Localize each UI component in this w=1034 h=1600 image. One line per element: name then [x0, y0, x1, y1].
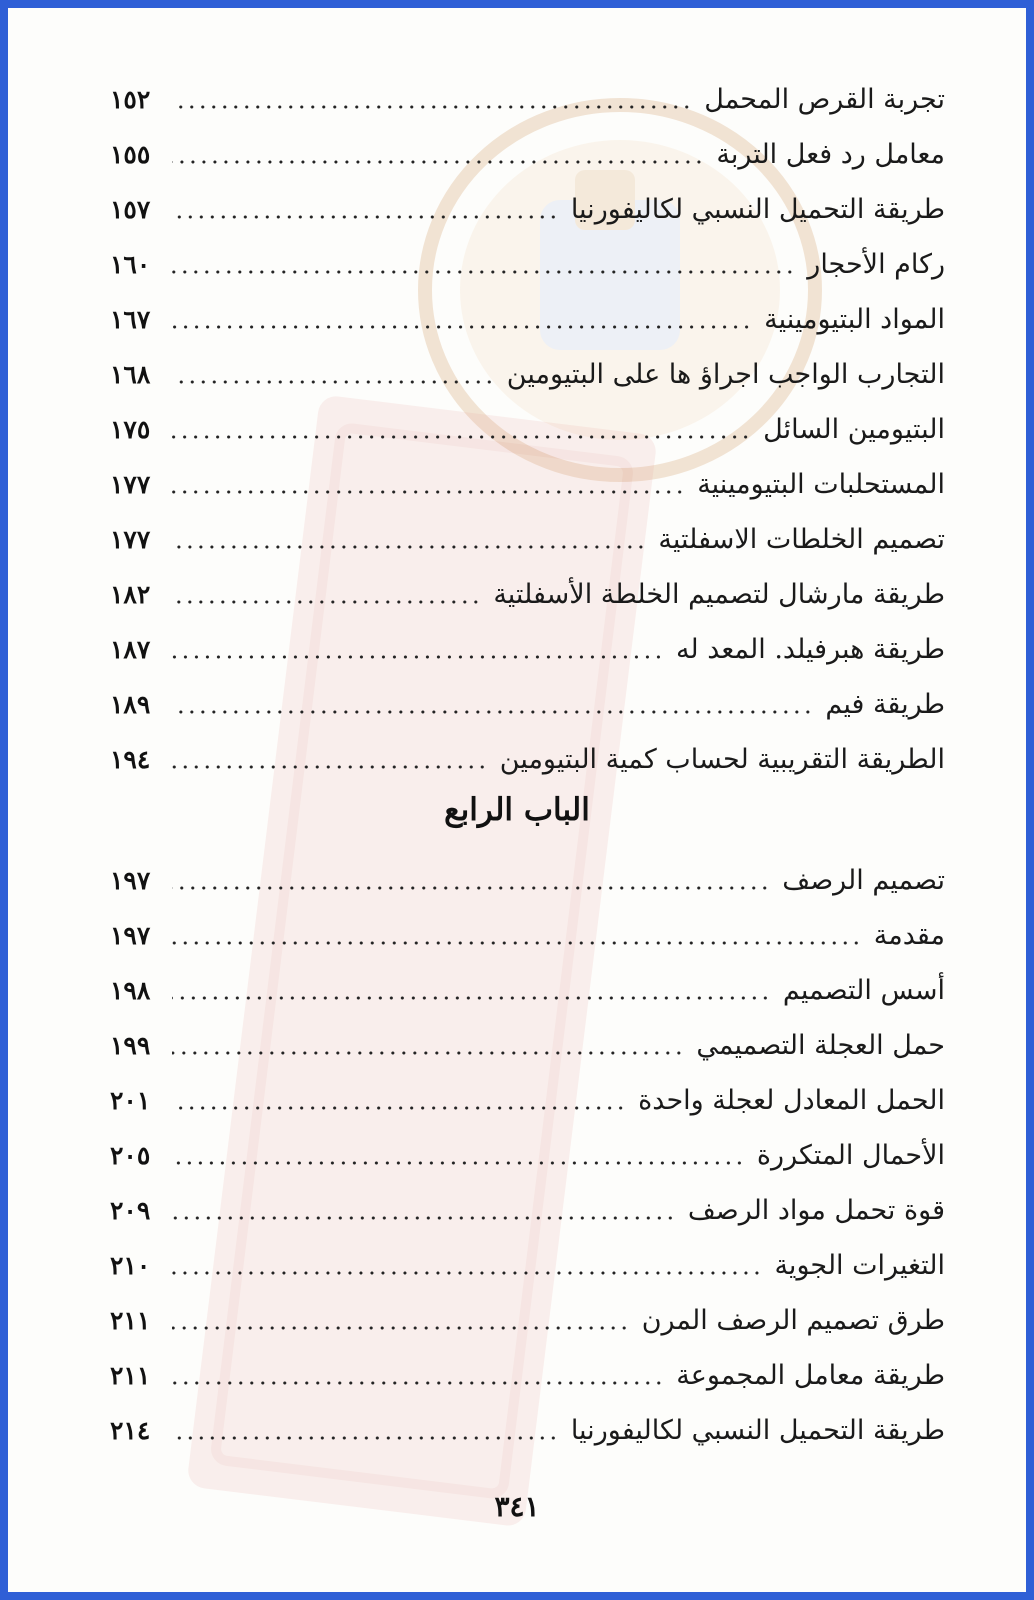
toc-entry-title: التجارب الواجب اجراؤ ها على البتيومين — [506, 359, 945, 390]
toc-entry[interactable] — [110, 1238, 945, 1286]
toc-entry-page: ٢١٠ — [110, 1251, 151, 1280]
toc-entry-page: ١٧٧ — [110, 470, 151, 499]
toc-entry[interactable] — [110, 1403, 945, 1451]
toc-leader-dots — [172, 1214, 676, 1222]
toc-entry-page: ١٩٧ — [110, 866, 151, 895]
toc-entry[interactable] — [110, 908, 945, 956]
toc-leader-dots — [172, 763, 488, 771]
toc-entry-page: ٢٠١ — [110, 1086, 151, 1115]
toc-entry-title: المستحلبات البتيومينية — [697, 469, 945, 500]
toc-entry[interactable] — [110, 677, 945, 725]
toc-entry-title: طريقة التحميل النسبي لكاليفورنيا — [570, 194, 945, 225]
toc-entry-title: طريقة معامل المجموعة — [676, 1360, 945, 1391]
toc-entry-page: ١٩٩ — [110, 1031, 151, 1060]
toc-entry-title: المواد البتيومينية — [764, 304, 945, 335]
toc-entry[interactable] — [110, 1018, 945, 1066]
toc-leader-dots — [172, 213, 559, 221]
toc-leader-dots — [172, 433, 751, 441]
toc-entry[interactable] — [110, 732, 945, 780]
toc-entry-page: ٢٠٥ — [110, 1141, 151, 1170]
toc-entry-title: طريقة التحميل النسبي لكاليفورنيا — [570, 1415, 945, 1446]
toc-entry[interactable] — [110, 853, 945, 901]
toc-leader-dots — [172, 1434, 559, 1442]
toc-entry-title: أسس التصميم — [782, 975, 945, 1006]
toc-entry-title: التغيرات الجوية — [774, 1250, 945, 1281]
toc-leader-dots — [172, 1049, 684, 1057]
toc-entry-page: ١٩٤ — [110, 745, 151, 774]
toc-entry-page: ١٦٠ — [110, 250, 151, 279]
toc-entry[interactable] — [110, 127, 945, 175]
toc-entry-page: ٢١٤ — [110, 1416, 151, 1445]
toc-leader-dots — [172, 1159, 745, 1167]
toc-entry-page: ١٩٧ — [110, 921, 151, 950]
toc-entry[interactable] — [110, 182, 945, 230]
chapter-heading: الباب الرابع — [444, 792, 590, 828]
toc-leader-dots — [172, 543, 646, 551]
toc-entry[interactable] — [110, 292, 945, 340]
toc-entry-page: ١٧٥ — [110, 415, 151, 444]
toc-entry[interactable] — [110, 237, 945, 285]
toc-entry-title: الطريقة التقريبية لحساب كمية البتيومين — [499, 744, 945, 775]
toc-entry-title: طريقة مارشال لتصميم الخلطة الأسفلتية — [493, 579, 945, 610]
toc-leader-dots — [172, 268, 795, 276]
toc-leader-dots — [172, 103, 692, 111]
toc-entry[interactable] — [110, 72, 945, 120]
toc-entry-title: مقدمة — [873, 920, 945, 951]
toc-entry-page: ٢٠٩ — [110, 1196, 151, 1225]
toc-leader-dots — [172, 323, 752, 331]
toc-entry-page: ١٨٧ — [110, 635, 151, 664]
toc-entry-title: معامل رد فعل التربة — [716, 139, 945, 170]
toc-entry-title: طريقة هبرفيلد. المعد له — [675, 634, 945, 665]
toc-entry-title: حمل العجلة التصميمي — [696, 1030, 945, 1061]
toc-entry-page: ١٥٧ — [110, 195, 151, 224]
toc-leader-dots — [172, 884, 770, 892]
toc-entry-page: ١٩٨ — [110, 976, 151, 1005]
toc-entry[interactable] — [110, 622, 945, 670]
toc-leader-dots — [172, 488, 685, 496]
toc-entry-page: ١٦٧ — [110, 305, 151, 334]
toc-entry[interactable] — [110, 1128, 945, 1176]
toc-leader-dots — [172, 708, 813, 716]
toc-leader-dots — [172, 653, 664, 661]
toc-entry-page: ١٦٨ — [110, 360, 151, 389]
toc-entry[interactable] — [110, 1348, 945, 1396]
toc-entry-page: ٢١١ — [110, 1306, 151, 1335]
toc-entry-title: تجربة القرص المحمل — [704, 84, 945, 115]
toc-entry-page: ١٥٢ — [110, 85, 151, 114]
toc-entry[interactable] — [110, 1073, 945, 1121]
toc-entry-page: ١٨٢ — [110, 580, 151, 609]
toc-entry[interactable] — [110, 963, 945, 1011]
toc-entry-page: ٢١١ — [110, 1361, 151, 1390]
toc-leader-dots — [172, 939, 862, 947]
toc-leader-dots — [172, 994, 771, 1002]
toc-entry-page: ١٧٧ — [110, 525, 151, 554]
toc-leader-dots — [172, 158, 704, 166]
toc-entry[interactable] — [110, 1293, 945, 1341]
toc-entry[interactable] — [110, 457, 945, 505]
toc-entry[interactable] — [110, 402, 945, 450]
toc-entry-title: قوة تحمل مواد الرصف — [687, 1195, 945, 1226]
page-number: ٣٤١ — [494, 1490, 540, 1523]
toc-entry[interactable] — [110, 512, 945, 560]
toc-leader-dots — [172, 598, 481, 606]
toc-entry-title: طريقة فيم — [825, 689, 945, 720]
toc-entry-page: ١٥٥ — [110, 140, 151, 169]
toc-entry[interactable] — [110, 1183, 945, 1231]
toc-leader-dots — [172, 1269, 762, 1277]
toc-entry[interactable] — [110, 347, 945, 395]
toc-leader-dots — [172, 378, 495, 386]
toc-entry-title: البتيومين السائل — [763, 414, 945, 445]
toc-leader-dots — [172, 1379, 664, 1387]
toc-leader-dots — [172, 1104, 626, 1112]
toc-entry-title: الحمل المعادل لعجلة واحدة — [638, 1085, 945, 1116]
toc-entry-title: ركام الأحجار — [807, 249, 945, 280]
toc-entry[interactable] — [110, 567, 945, 615]
toc-entry-title: طرق تصميم الرصف المرن — [641, 1305, 945, 1336]
toc-entry-title: الأحمال المتكررة — [756, 1140, 945, 1171]
toc-entry-title: تصميم الرصف — [782, 865, 945, 896]
toc-leader-dots — [172, 1324, 630, 1332]
toc-entry-title: تصميم الخلطات الاسفلتية — [658, 524, 945, 555]
toc-entry-page: ١٨٩ — [110, 690, 151, 719]
